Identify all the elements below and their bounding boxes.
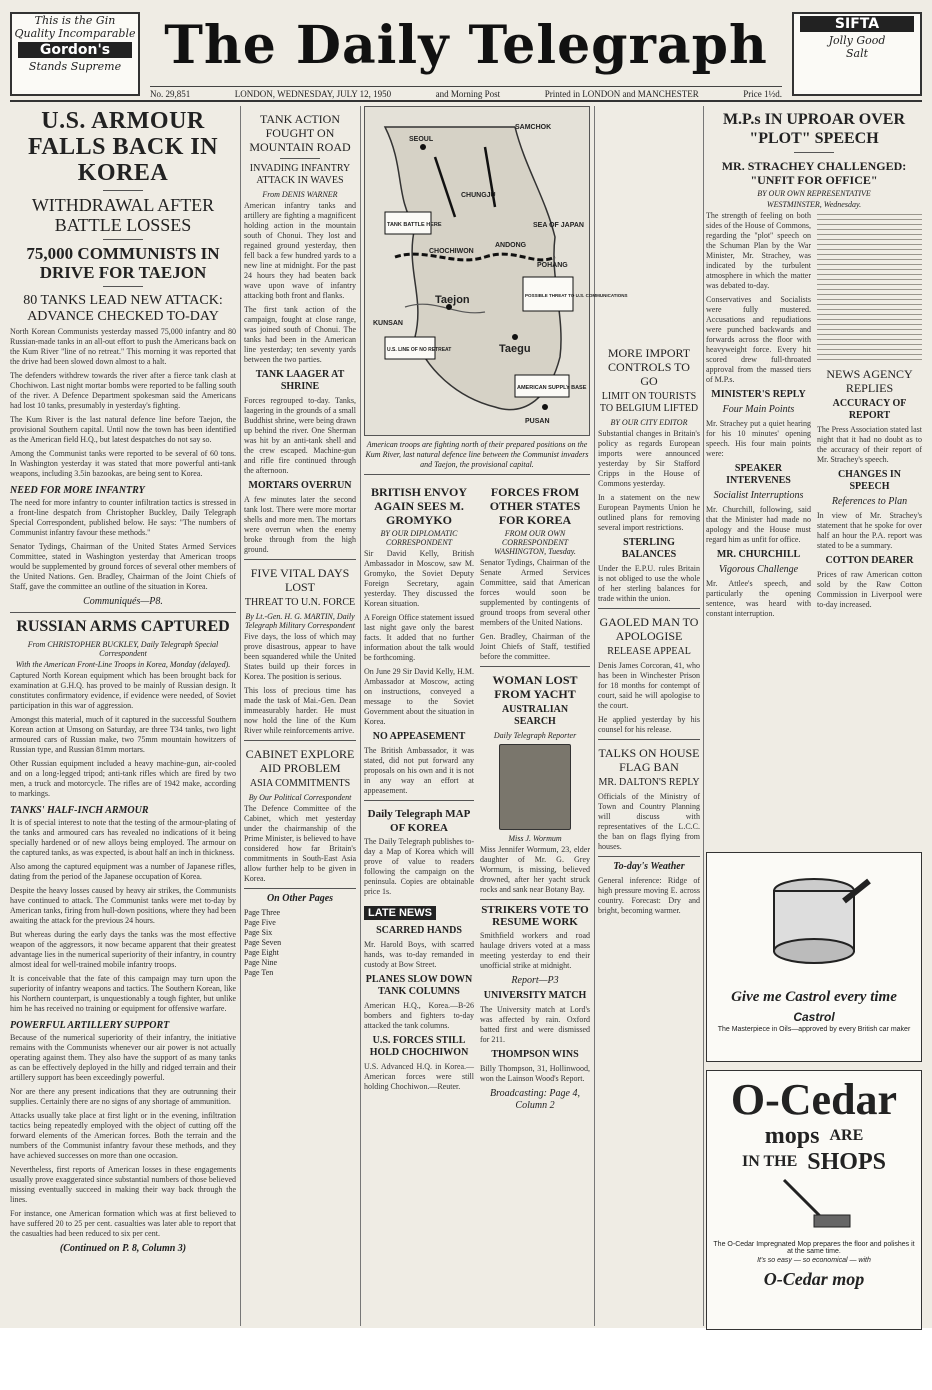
mps-subhead: MR. CHURCHILL — [716, 549, 801, 560]
tank-paragraph: American infantry tanks and artillery are fighting a magnificent holding action in the mountain south of Chonui. They lost and regained ground yesterday, then fell back a few hundred yards to a new line at midnight. For the past 24 hours they had beaten back wave upon wave of infantry attacking both front and flanks. — [244, 201, 356, 300]
dmap-paragraph: The Daily Telegraph publishes to-day a Map of Korea which will prove of value to readers following the campaign on the peninsula. Copies are obtainable price 1s. — [364, 837, 474, 896]
column-rule — [360, 106, 361, 1326]
late-news-label: LATE NEWS — [364, 906, 436, 920]
dmap-headline: Daily Telegraph MAP OF KOREA — [367, 808, 471, 834]
ocedar-line-2: ARE — [829, 1127, 864, 1144]
mps-paragraph: Conservatives and Socialists were fully mustered. Accusations and repudiations were punched backwards and forwards across the floor with heavyweight force. Every hit scored drew full-throated approval from the massed tiers of M.P.s. — [706, 295, 811, 384]
sifta-ad-line1: Jolly Good — [828, 34, 886, 47]
envoy-paragraph: Sir David Kelly, British Ambassador in Moscow, saw M. Gromyko, the Soviet Deputy Foreign Secretary, again yesterday. They discussed the Korean situation. — [364, 549, 474, 608]
flag-deck: MR. DALTON'S REPLY — [598, 777, 700, 788]
column-map — [364, 106, 628, 1326]
lead-paragraph: The defenders withdrew towards the river after a fierce tank clash at Chochiwon. Last night mortar bombs were reported to be falling south of the river. A Defence Department spokesman said the Americans had lost 10 tanks, presumably in yesterday's fighting. — [10, 371, 236, 410]
gaoled-paragraph: Denis James Corcoran, 41, who has been in Winchester Prison for 18 months for contempt of court, said he will apologise to the court. — [598, 661, 700, 710]
other-pages-item: Page Three — [244, 908, 281, 917]
lead-headline: U.S. ARMOUR FALLS BACK IN KOREA — [27, 108, 219, 186]
divider — [103, 239, 143, 240]
oil-can-icon — [754, 861, 874, 981]
divider — [10, 612, 236, 613]
map-label-line: U.S. LINE OF NO RETREAT — [387, 347, 452, 353]
mps-subhead-2: Vigorous Challenge — [718, 564, 799, 575]
envoy-column — [364, 479, 474, 1115]
forces-byline: FROM OUR OWN CORRESPONDENT WASHINGTON, Tuesday. — [494, 529, 576, 556]
russian-paragraph: Nevertheless, first reports of American losses in these engagements usually prove exaggerated since substantial numbers of those believed missing eventually succeed in making their way back through the lines. — [10, 1165, 236, 1204]
sifta-ad-line2: Salt — [845, 47, 869, 60]
flag-paragraph: Officials of the Ministry of Town and Country Planning will discuss with representatives of the L.C.C. the ban on flags flying from houses. — [598, 792, 700, 851]
imports-deck: LIMIT ON TOURISTS TO BELGIUM LIFTED — [599, 391, 699, 414]
broadcasting-ref: Broadcasting: Page 4, Column 2 — [490, 1088, 580, 1111]
agency-subhead: CHANGES IN SPEECH — [837, 469, 902, 492]
mps-paragraph: Mr. Strachey put a quiet hearing for his 10 minutes' opening speech. His four main points were: — [706, 419, 811, 458]
map-label-kunsan: KUNSAN — [373, 320, 403, 327]
imports-paragraph: Substantial changes in Britain's policy as regards European imports were announced yesterday by Sir Stafford Cripps in the House of Commons yesterday. — [598, 429, 700, 488]
column-rule — [594, 106, 595, 1326]
other-pages-title: On Other Pages — [266, 893, 334, 904]
map-label-chochiwon: CHOCHIWON — [429, 248, 474, 255]
morning-post: and Morning Post — [435, 89, 501, 99]
imports-byline: BY OUR CITY EDITOR — [610, 418, 688, 427]
imports-paragraph: Under the E.P.U. rules Britain is not obliged to use the whole of her sterling balances for trade within the union. — [598, 564, 700, 603]
imports-subhead: STERLING BALANCES — [621, 537, 677, 560]
other-pages-item: Page Seven — [244, 938, 282, 947]
divider — [794, 152, 834, 153]
mps-paragraph: The strength of feeling on both sides of the House of Commons, regarding the "plot" speech on the Schuman Plan by the War Minister, Mr. Strachey, was indicated by the turbulent atmosphere in which the matter was debated to-day. — [706, 211, 811, 290]
agency-paragraph: In view of Mr. Strachey's statement that he spoke for over half an hour the P.A. report was stated to be a summary. — [817, 511, 922, 550]
cabinet-headline: CABINET EXPLORE AID PROBLEM — [245, 747, 355, 775]
russian-continued: (Continued on P. 8, Column 3) — [59, 1243, 187, 1254]
five-headline: FIVE VITAL DAYS LOST — [250, 566, 350, 594]
ocedar-line-4: SHOPS — [807, 1149, 886, 1175]
yacht-photo-caption: Miss J. Wormum — [508, 834, 562, 843]
imports-paragraph: In a statement on the new European Payments Union he outlined plans for removing several import restrictions. — [598, 493, 700, 532]
tank-byline: From DENIS WARNER — [262, 190, 338, 199]
russian-paragraph: Nor are there any present indications that they are outrunning their supplies. Certainly there are no signs of any shortage of ammunition. — [10, 1087, 236, 1106]
issue-date: LONDON, WEDNESDAY, JULY 12, 1950 — [234, 89, 392, 99]
strikers-ref: Report—P3 — [511, 975, 559, 986]
gaoled-headline: GAOLED MAN TO APOLOGISE — [599, 615, 699, 643]
envoy-byline: BY OUR DIPLOMATIC CORRESPONDENT — [380, 529, 458, 547]
column-tank — [244, 106, 356, 1326]
korea-map — [364, 106, 628, 436]
map-label-threat: POSSIBLE THREAT TO U.S. COMMUNICATIONS — [525, 293, 628, 298]
late-paragraph: U.S. Advanced H.Q. in Korea.—American forces were still holding Chochiwon.—Reuter. — [364, 1062, 474, 1091]
weather-paragraph: General inference: Ridge of high pressure moving E. across country. Forecast: Dry and bright, becoming warmer. — [598, 876, 700, 915]
divider — [103, 286, 143, 287]
map-subcolumns — [364, 479, 590, 1115]
envoy-paragraph: The British Ambassador, it was stated, did not put forward any proposals on his own and it is not in any way an effort at appeasement. — [364, 746, 474, 795]
tank-paragraph: Forces regrouped to-day. Tanks, laagering in the grounds of a small Buddhist shrine, were being drawn up behind the river. One Sherman was hit by an anti-tank shell and the crew escaped. Machine-gun and rifle fire continued through the afternoon. — [244, 396, 356, 475]
divider — [244, 559, 356, 560]
russian-headline: RUSSIAN ARMS CAPTURED — [16, 618, 230, 635]
map-label-samchok: SAMCHOK — [515, 124, 552, 131]
city-marker — [542, 404, 548, 410]
russian-byline: From CHRISTOPHER BUCKLEY, Daily Telegraph Special Correspondent — [27, 640, 219, 658]
five-paragraph: Five days, the loss of which may prove disastrous, appear to have been squandered while the United States build up their forces in Korea. The position is serious. — [244, 632, 356, 681]
price: Price 1½d. — [743, 89, 782, 99]
ocedar-line-1: mops — [764, 1123, 820, 1149]
ocedar-footer-brand: O-Cedar mop — [763, 1269, 865, 1289]
gin-ad-line2: Quality Incomparable — [14, 27, 136, 40]
late-paragraph: Mr. Harold Boys, with scarred hands, was to-day remanded in custody at Bow Street. — [364, 940, 474, 969]
divider — [364, 800, 474, 801]
castrol-ad — [706, 852, 922, 1062]
lead-deck-3: 80 TANKS LEAD NEW ATTACK: ADVANCE CHECKED TO-DAY — [23, 293, 223, 324]
lead-paragraph: Among the Communist tanks were reported to be several of 60 tons. In Washington yesterday it was stated that more powerful anti-tank weapons, including 3.5in bazookas, are being sent to Korea. — [10, 449, 236, 478]
late-headline: U.S. FORCES STILL HOLD CHOCHIWON — [369, 1035, 469, 1058]
gin-ad-line3: Stands Supreme — [28, 60, 122, 73]
university-headline: UNIVERSITY MATCH — [483, 990, 587, 1001]
divider — [480, 899, 590, 900]
issue-number: No. 29,851 — [150, 89, 191, 99]
map-label-pohang: POHANG — [537, 262, 568, 269]
gin-ad-line1: This is the Gin — [34, 14, 116, 27]
late-paragraph: American H.Q., Korea.—B-26 bombers and fighters to-day attacked the tank columns. — [364, 1001, 474, 1030]
divider — [103, 190, 143, 191]
column-rule — [240, 106, 241, 1326]
other-pages-item: Page Ten — [244, 968, 274, 977]
map-label-supply: AMERICAN SUPPLY BASE — [517, 385, 587, 391]
mps-subcolumns — [706, 211, 922, 623]
sifta-ad-brand: SIFTA — [800, 16, 914, 32]
divider — [280, 158, 320, 159]
yacht-byline: Daily Telegraph Reporter — [493, 731, 577, 740]
mps-subhead: MINISTER'S REPLY — [711, 389, 806, 400]
five-paragraph: This loss of precious time has made the task of Mai.-Gen. Dean immeasurably harder. He must now hold the line of the Kum River while reinforcements arrive. — [244, 686, 356, 735]
russian-paragraph: Amongst this material, much of it captured in the successful Southern Korean action at Umsong on Saturday, are three T34 tanks, two light armoured cars of Russian make, two 75mm mountain howitzers of Russian type, and Russian 81mm mortars. — [10, 715, 236, 754]
map-label-andong: ANDONG — [495, 242, 527, 249]
gaoled-paragraph: He applied yesterday by his counsel for his release. — [598, 715, 700, 734]
agency-headline: NEWS AGENCY REPLIES — [826, 367, 913, 395]
flag-headline: TALKS ON HOUSE FLAG BAN — [598, 746, 700, 774]
column-imports — [598, 340, 700, 1326]
tank-paragraph: A few minutes later the second tank lost. There were more mortar shells and more men. The mortars were overrun when the enemy broke through from the high ground. — [244, 495, 356, 554]
other-pages-item: Page Nine — [244, 958, 278, 967]
forces-column — [480, 479, 590, 1115]
map-label-sea: SEA OF JAPAN — [533, 222, 584, 229]
russian-subhead: TANKS' HALF-INCH ARMOUR — [10, 805, 149, 816]
divider — [364, 474, 590, 475]
agency-paragraph: The Press Association stated last night that it had no doubt as to the accuracy of their report of Mr. Strachey's speech. — [817, 425, 922, 464]
lead-paragraph: The need for more infantry to counter infiltration tactics is stressed in a front-line despatch from Christopher Buckley, Daily Telegraph Special Correspondent, published below. He says: "The numbers of Communist infantry favour these methods." — [10, 498, 236, 537]
lead-paragraph: Senator Tydings, Chairman of the United States Armed Services Committee, stated in Washington yesterday that American troops would be supplemented by ground forces of several other members of the United Nations. Gen. Bradley, Chairman of the Joint Chiefs of Staff, gave the committee an outline of the situation in Korea. — [10, 542, 236, 591]
russian-paragraph: Other Russian equipment included a heavy machine-gun, air-cooled and on a long-legged tripod; anti-tank rifles which are fired by two men, a truck and motorcycle. The rifles are of 1942 make, according to markings. — [10, 759, 236, 798]
tank-paragraph: The first tank action of the campaign, fought at close range, was joined south of Chonui. The tanks had been in the American line yesterday; ten seventy yards between the two parties. — [244, 305, 356, 364]
late-headline: SCARRED HANDS — [376, 925, 462, 936]
castrol-logo: Castrol — [793, 1010, 835, 1024]
forces-paragraph: Gen. Bradley, Chairman of the Joint Chiefs of Staff, testified before the committee. — [480, 632, 590, 661]
cabinet-paragraph: The Defence Committee of the Cabinet, which met yesterday under the chairmanship of the Prime Minister, is believed to have considered how far Britain's commitments in South-East Asia allow further help to be given in Korea. — [244, 804, 356, 883]
korea-map-svg — [365, 107, 628, 435]
mps-dateline: WESTMINSTER, Wednesday. — [766, 200, 862, 209]
russian-paragraph: Despite the heavy losses caused by heavy air strikes, the Communists have continued to attack. The Communist tanks were met to-day by American tanks, firing from hull-down positions, where they had been awaiting the attack for the previous 24 hours. — [10, 886, 236, 925]
strikers-headline: STRIKERS VOTE TO RESUME WORK — [481, 904, 589, 928]
other-pages-item: Page Six — [244, 928, 273, 937]
mps-subhead-2: Socialist Interruptions — [713, 490, 804, 501]
university-paragraph: The University match at Lord's was affected by rain. Oxford batted first and were dismissed for 211. — [480, 1005, 590, 1044]
divider — [244, 740, 356, 741]
envoy-paragraph: On June 29 Sir David Kelly, H.M. Ambassador at Moscow, acting on instructions, conveyed a message to the Soviet Government about the situation in Korea. — [364, 667, 474, 726]
ocedar-slogan — [707, 1123, 921, 1149]
envoy-headline: BRITISH ENVOY AGAIN SEES M. GROMYKO — [370, 485, 468, 527]
gin-ad-brand: Gordon's — [18, 42, 132, 58]
gaoled-deck: RELEASE APPEAL — [607, 646, 691, 657]
mps-paragraph: Mr. Attlee's speech, and particularly the opening sentence, was heard with constant interruption. — [706, 579, 811, 618]
other-pages-item: Page Eight — [244, 948, 279, 957]
castrol-fine: The Masterpiece in Oils—approved by every British car maker — [717, 1026, 911, 1033]
map-label-chungju: CHUNGJU — [461, 192, 496, 199]
mps-deck: MR. STRACHEY CHALLENGED: "UNFIT FOR OFFICE" — [721, 159, 907, 187]
map-label-battle: TANK BATTLE HERE — [387, 222, 442, 228]
envoy-subhead: NO APPEASEMENT — [372, 731, 466, 742]
mop-icon — [774, 1175, 854, 1235]
lead-subhead: NEED FOR MORE INFANTRY — [10, 485, 145, 496]
mps-subhead: SPEAKER INTERVENES — [726, 463, 791, 486]
yacht-headline: WOMAN LOST FROM YACHT — [492, 673, 578, 701]
ocedar-line-3: IN THE — [742, 1153, 798, 1170]
map-label-taegu: Taegu — [499, 343, 531, 355]
lead-deck-2: 75,000 COMMUNISTS IN DRIVE FOR TAEJON — [26, 244, 220, 282]
agency-subhead-2: References to Plan — [831, 496, 908, 507]
city-marker — [420, 144, 426, 150]
cabinet-byline: By Our Political Correspondent — [248, 793, 352, 802]
strikers-paragraph: Smithfield workers and road haulage drivers voted at a mass meeting yesterday to end their unofficial strike at midnight. — [480, 931, 590, 970]
forces-paragraph: Senator Tydings, Chairman of the Senate Armed Services Committee, said that American forces would soon be supplemented by contingents of ground troops from several other members of the United Nations. — [480, 558, 590, 627]
ocedar-slogan-2 — [707, 1149, 921, 1175]
forces-headline: FORCES FROM OTHER STATES FOR KOREA — [489, 485, 581, 527]
gin-ad — [10, 12, 140, 96]
map-label-taejon: Taejon — [435, 294, 470, 306]
ocedar-fine: The O-Cedar Impregnated Mop prepares the floor and polishes it at the same time. — [713, 1241, 915, 1255]
coastline — [385, 127, 561, 410]
mps-byline: BY OUR OWN REPRESENTATIVE — [757, 189, 871, 198]
printed-in: Printed in LONDON and MANCHESTER — [544, 89, 699, 99]
late-headline: PLANES SLOW DOWN TANK COLUMNS — [365, 974, 473, 997]
ocedar-footer: It's so easy — so economical — with — [757, 1257, 871, 1264]
russian-paragraph: Attacks usually take place at first light or in the evening, infiltration tactics being repeatedly employed with the object of cutting off the forward elements of the American forces. Both the terrain and the numbers of the Communist infantry favour these methods, and they have achieved successes on more than one occasion. — [10, 1111, 236, 1160]
yacht-photo — [499, 744, 571, 830]
thompson-paragraph: Billy Thompson, 31, Hollinwood, won the Lainson Wood's Report. — [480, 1064, 590, 1083]
mps-right — [817, 211, 922, 623]
cabinet-deck: ASIA COMMITMENTS — [249, 778, 351, 789]
russian-byline-2: With the American Front-Line Troops in Korea, Monday (delayed). — [15, 660, 231, 669]
mps-paragraph: Mr. Churchill, following, said that the Minister had made no apology and the House must regard him as unfit for office. — [706, 505, 811, 544]
masthead-title: The Daily Telegraph — [164, 15, 768, 76]
mps-left — [706, 211, 811, 623]
russian-paragraph: Because of the numerical superiority of their infantry, the initiative remains with the Communists whenever our air power is not actually operating against them. They also have the support of as many tanks as can be effectively deployed in the hilly and ridged terrain and their artillery support has been exceedingly powerful. — [10, 1033, 236, 1082]
mps-subhead-2: Four Main Points — [722, 404, 795, 415]
column-mps — [706, 106, 922, 1326]
russian-paragraph: It is of special interest to note that the testing of the armour-plating of the tanks and armoured cars has revealed no indications of it being specially hardened or of new alloys being employed. The armour on the captured tanks, as was expected, is about half an inch in thickness. — [10, 818, 236, 857]
tank-subhead: TANK LAAGER AT SHRINE — [255, 369, 345, 392]
castrol-tagline: Give me Castrol every time — [731, 989, 897, 1005]
other-pages-item: Page Five — [244, 918, 276, 927]
russian-paragraph: But whereas during the early days the tanks was the most effective weapon of the aggressors, it now became apparent that their greatest advantage lies in the numerical superiority of their infantry, in country almost ideal for well-trained mobile infantry troops. — [10, 930, 236, 969]
ocedar-brand: O-Cedar — [730, 1075, 898, 1124]
lead-paragraph: The Kum River is the last natural defence line before Taejon, the provisional Southern capital. Until now the town has been identified as the American field H.Q., but latest despatches do not say so. — [10, 415, 236, 444]
russian-paragraph: Also among the captured equipment was a number of Japanese rifles, dating from the period of the Japanese occupation of Korea. — [10, 862, 236, 881]
ocedar-ad — [706, 1070, 922, 1330]
sifta-ad — [792, 12, 922, 96]
thompson-headline: THOMPSON WINS — [491, 1049, 579, 1060]
agency-paragraph: Prices of raw American cotton sold by the Raw Cotton Commission in Liverpool were to-day increased. — [817, 570, 922, 609]
russian-paragraph: For instance, one American formation which was at first believed to have suffered 20 to 25 per cent. casualties was later able to report that the casualties had been reduced to six per cent. — [10, 1209, 236, 1238]
five-deck: THREAT TO U.N. FORCE — [244, 597, 356, 608]
text-lines — [817, 211, 922, 361]
map-label-seoul: SEOUL — [409, 136, 434, 143]
yacht-paragraph: Miss Jennifer Wormum, 23, elder daughter of Mr. G. Grey Wormum, is missing, believed drowned, after her yacht struck rocks and sank near Botany Bay. — [480, 845, 590, 894]
lead-paragraph: North Korean Communists yesterday massed 75,000 infantry and 80 Russian-made tanks in an all-out effort to push the Americans back on the Kum River "line of no retreat." This morning it was reported that the drive had been slowed down almost to a halt. — [10, 327, 236, 366]
russian-paragraph: It is conceivable that the fate of this campaign may turn upon the superiority of infantry weapons and tactics. The Southern Korean, like his Northern counterpart, is unquestionably a tough fighter, but unlike him he has received no training or equipment for offensive warfare. — [10, 974, 236, 1013]
tank-deck: INVADING INFANTRY ATTACK IN WAVES — [249, 163, 351, 186]
russian-paragraph: Captured North Korean equipment which has been brought back for examination at G.H.Q. has proved to be mainly of Russian design. It constitutes confirmatory evidence, if evidence were needed, of Soviet participation in this war of aggression. — [10, 671, 236, 710]
divider — [598, 608, 700, 609]
envoy-paragraph: A Foreign Office statement issued last night gave only the barest facts. It added that no further information about the talk would be forthcoming. — [364, 613, 474, 662]
lead-reference: Communiqués—P8. — [83, 596, 163, 607]
imports-headline: MORE IMPORT CONTROLS TO GO — [607, 346, 691, 388]
column-rule — [703, 106, 704, 1326]
city-marker — [512, 334, 518, 340]
russian-subhead: POWERFUL ARTILLERY SUPPORT — [10, 1020, 170, 1031]
masthead-rule — [10, 100, 922, 102]
divider — [480, 666, 590, 667]
masthead-dateline — [150, 86, 782, 99]
tank-subhead: MORTARS OVERRUN — [248, 480, 352, 491]
agency-subhead: COTTON DEARER — [825, 555, 914, 566]
divider — [598, 739, 700, 740]
column-lead — [10, 106, 236, 1326]
divider — [244, 888, 356, 889]
weather-headline: To-day's Weather — [613, 861, 685, 872]
five-byline: By Lt.-Gen. H. G. MARTIN, Daily Telegraph Military Correspondent — [244, 612, 356, 630]
lead-deck-1: WITHDRAWAL AFTER BATTLE LOSSES — [31, 195, 215, 235]
map-label-pusan: PUSAN — [525, 418, 550, 425]
mps-headline: M.P.s IN UPROAR OVER "PLOT" SPEECH — [722, 111, 906, 147]
tank-headline: TANK ACTION FOUGHT ON MOUNTAIN ROAD — [249, 112, 351, 154]
map-caption: American troops are fighting north of their prepared positions on the Kum River, last natural defence line between the Communist invaders and Taejon, the provisional capital. — [365, 440, 589, 469]
divider — [598, 856, 700, 857]
yacht-deck: AUSTRALIAN SEARCH — [501, 704, 569, 727]
agency-deck: ACCURACY OF REPORT — [832, 398, 907, 421]
